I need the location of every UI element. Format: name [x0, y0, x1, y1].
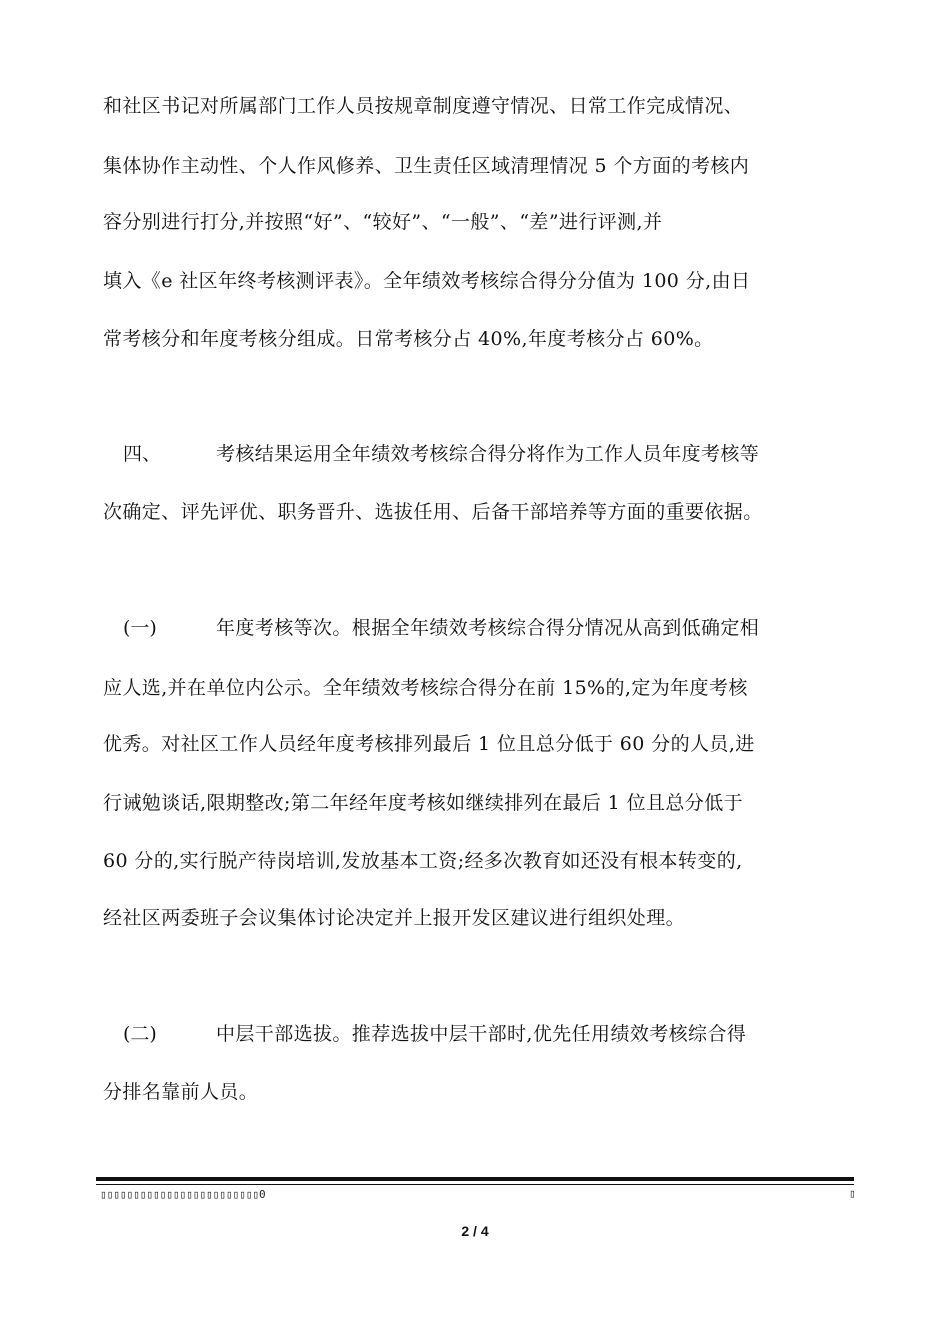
item-first-line: 年度考核等次。根据全年绩效考核综合得分情况从高到低确定相 [216, 617, 760, 639]
text-line: 常考核分和年度考核分组成。日常考核分占 40%,年度考核分占 60%。 [103, 328, 714, 350]
text-line: 次确定、评先评优、职务晋升、选拔任用、后备干部培养等方面的重要依据。 [103, 501, 763, 523]
footer-left-text: ▯▯▯▯▯▯▯▯▯▯▯▯▯▯▯▯▯▯▯▯▯▯▯▯0 [100, 1188, 266, 1201]
item-first-line: 中层干部选拔。推荐选拔中层干部时,优先任用绩效考核综合得 [216, 1023, 747, 1045]
text-line: 分排名靠前人员。 [103, 1081, 259, 1103]
text-line: 集体协作主动性、个人作风修养、卫生责任区域清理情况 5 个方面的考核内 [103, 155, 750, 177]
text-line: 行诫勉谈话,限期整改;第二年经年度考核如继续排列在最后 1 位且总分低于 [103, 792, 744, 814]
footer-rule-thin [96, 1184, 854, 1185]
text-line: 填入《e 社区年终考核测评表》。全年绩效考核综合得分分值为 100 分,由日 [103, 270, 751, 292]
text-line: 应人选,并在单位内公示。全年绩效考核综合得分在前 15%的,定为年度考核 [103, 677, 748, 699]
section-label: 四、 [123, 443, 162, 465]
text-line: 60 分的,实行脱产待岗培训,发放基本工资;经多次教育如还没有根本转变的, [103, 850, 743, 872]
text-line: 经社区两委班子会议集体讨论决定并上报开发区建议进行组织处理。 [103, 907, 686, 929]
footer-right-text: ▯ [849, 1187, 856, 1200]
text-line: 优秀。对社区工作人员经年度考核排列最后 1 位且总分低于 60 分的人员,进 [103, 733, 755, 755]
item-label: (一) [123, 617, 157, 639]
text-line: 和社区书记对所属部门工作人员按规章制度遵守情况、日常工作完成情况、 [103, 95, 744, 117]
section-heading-line: 考核结果运用全年绩效考核综合得分将作为工作人员年度考核等 [216, 443, 760, 465]
text-line: 容分别进行打分,并按照“好”、“较好”、“一般”、“差”进行评测,并 [103, 211, 663, 233]
footer-rule-thick [96, 1177, 854, 1181]
item-label: (二) [123, 1023, 157, 1045]
page-number: 2 / 4 [461, 1223, 489, 1239]
